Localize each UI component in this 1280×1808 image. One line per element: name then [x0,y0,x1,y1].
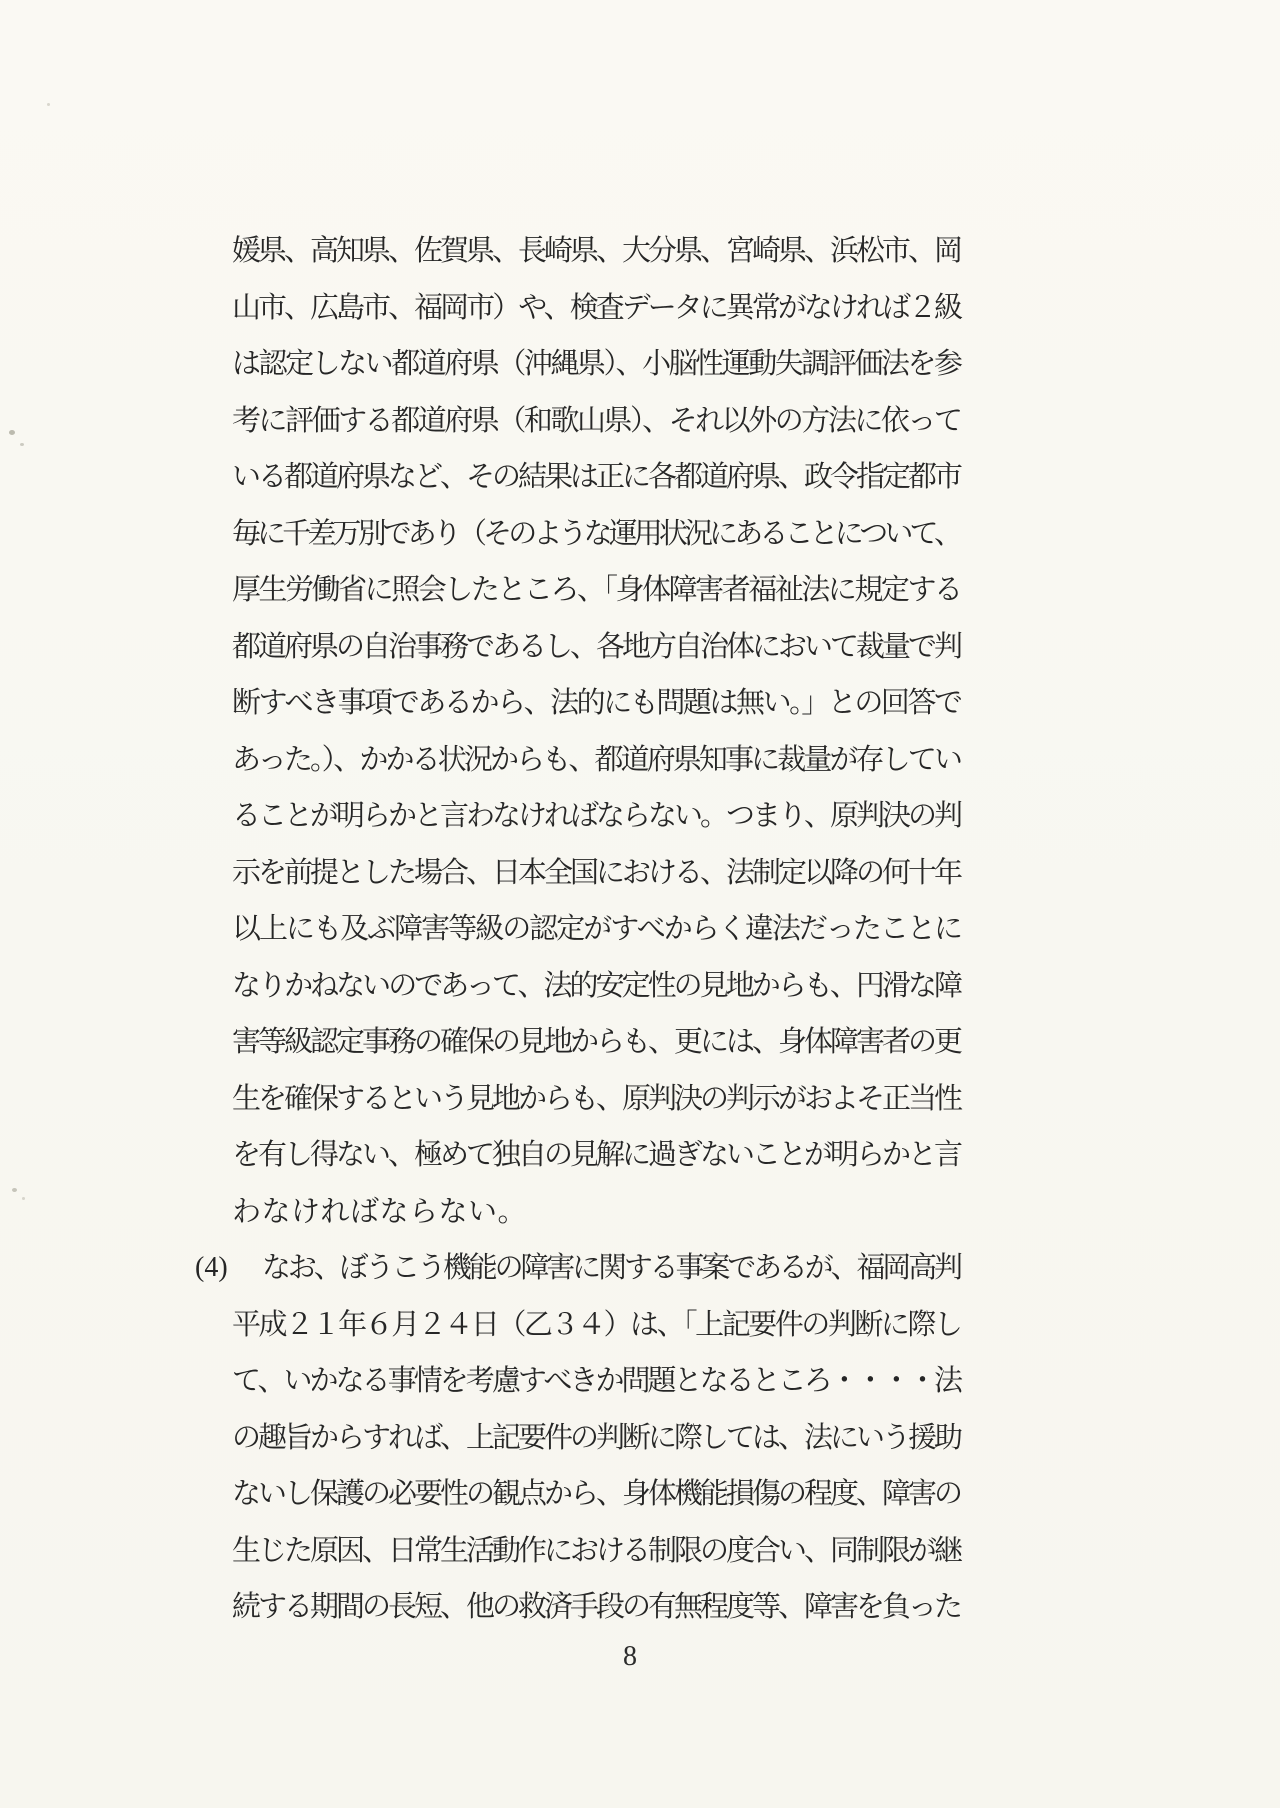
paragraph-4-continuation [232,1297,958,1636]
scan-speck [47,103,50,106]
text-line: わなければならない。 [232,1195,528,1228]
scan-speck [12,1188,17,1192]
text-line: 山市、広島市、福岡市）や、検査データに異常がなければ２級 [232,291,958,324]
text-line: 害等級認定事務の確保の見地からも、更には、身体障害者の更 [232,1026,958,1058]
text-line: ないし保護の必要性の観点から、身体機能損傷の程度、障害の [232,1478,958,1510]
paragraph-4-first-line [195,1240,958,1297]
text-line: 断すべき事項であるから、法的にも問題は無い。」との回答で [232,687,958,719]
page-number: 8 [623,1641,637,1672]
paragraph-4-first-line-text: なお、ぼうこう機能の障害に関する事案であるが、福岡高判 [262,1252,958,1284]
paragraph-continuation [232,223,958,1240]
text-line: の趣旨からすれば、上記要件の判断に際しては、法にいう援助 [232,1421,958,1454]
text-line: は認定しない都道府県（沖縄県）、小脳性運動失調評価法を参 [232,348,958,380]
text-line: いる都道府県など、その結果は正に各都道府県、政令指定都市 [232,461,958,493]
text-line: 毎に千差万別であり（そのような運用状況にあることについて、 [232,517,958,550]
text-line: ることが明らかと言わなければならない。つまり、原判決の判 [232,800,958,832]
scan-speck [22,1197,25,1200]
text-line: 厚生労働省に照会したところ、「身体障害者福祉法に規定する [232,574,958,606]
text-line: なりかねないのであって、法的安定性の見地からも、円滑な障 [232,969,958,1002]
text-line: あった。）、かかる状況からも、都道府県知事に裁量が存してい [232,743,958,776]
list-marker-4: (4) [195,1252,228,1283]
text-line: を有し得ない、極めて独自の見解に過ぎないことが明らかと言 [232,1139,958,1171]
text-line: 以上にも及ぶ障害等級の認定がすべからく違法だったことに [232,913,958,945]
scan-speck [9,430,15,435]
text-line: 平成２１年６月２４日（乙３４）は、「上記要件の判断に際し [232,1308,958,1341]
scan-speck [20,443,24,446]
text-line: 続する期間の長短、他の救済手段の有無程度等、障害を負った [232,1591,958,1623]
text-line: 示を前提とした場合、日本全国における、法制定以降の何十年 [232,856,958,889]
text-line: て、いかなる事情を考慮すべきか問題となるところ・・・・法 [232,1365,958,1397]
text-line: 都道府県の自治事務であるし、各地方自治体において裁量で判 [232,630,958,663]
text-line: 生じた原因、日常生活動作における制限の度合い、同制限が継 [232,1534,958,1567]
text-line: 生を確保するという見地からも、原判決の判示がおよそ正当性 [232,1082,958,1115]
body-text [195,223,958,1636]
text-line: 考に評価する都道府県（和歌山県）、それ以外の方法に依って [232,404,958,437]
text-line: 媛県、高知県、佐賀県、長崎県、大分県、宮崎県、浜松市、岡 [232,235,958,267]
